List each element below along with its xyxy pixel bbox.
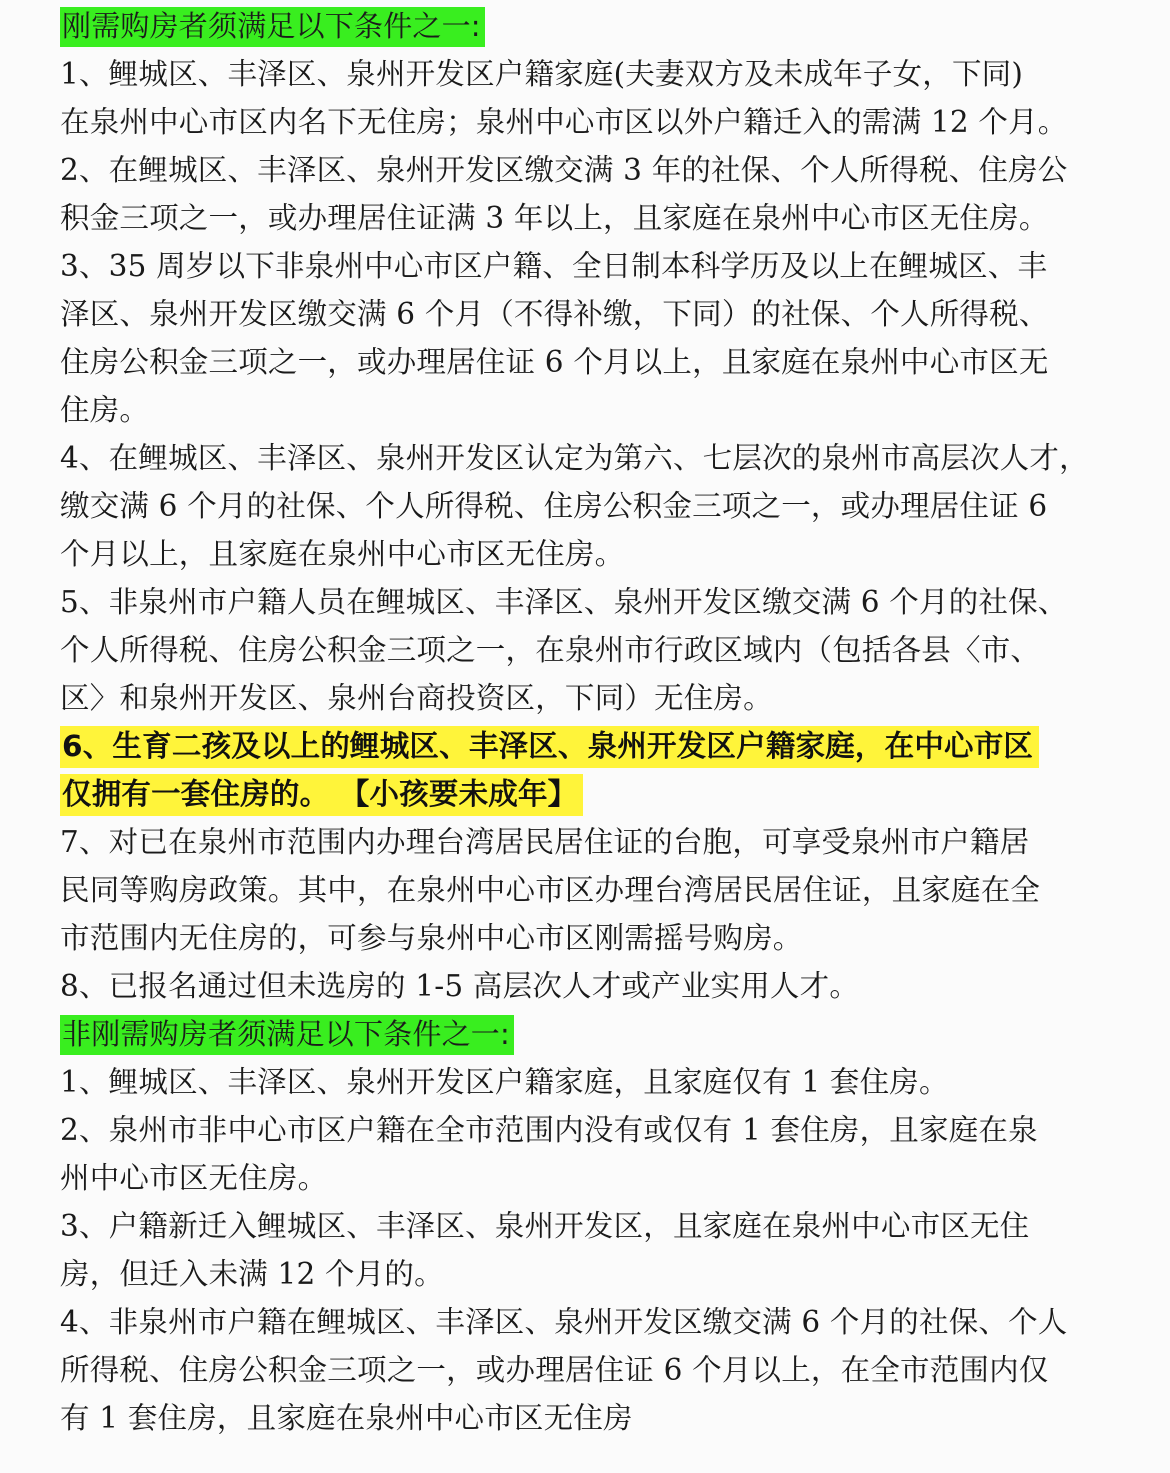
section1-line: 3、35 周岁以下非泉州中心市区户籍、全日制本科学历及以上在鲤城区、丰 — [60, 249, 1048, 283]
section1-tail-line: 民同等购房政策。其中，在泉州中心市区办理台湾居民居住证，且家庭在全 — [60, 873, 1041, 907]
section1-line: 积金三项之一，或办理居住证满 3 年以上，且家庭在泉州中心市区无住房。 — [60, 201, 1049, 235]
section1-line: 个人所得税、住房公积金三项之一，在泉州市行政区域内（包括各县〈市、 — [60, 633, 1041, 667]
section2-line: 4、非泉州市户籍在鲤城区、丰泽区、泉州开发区缴交满 6 个月的社保、个人 — [60, 1305, 1068, 1339]
highlighted-rule-text: 仅拥有一套住房的。 【小孩要未成年】 — [60, 774, 583, 816]
section1-line: 在泉州中心市区内名下无住房；泉州中心市区以外户籍迁入的需满 12 个月。 — [60, 105, 1068, 139]
section2-line: 2、泉州市非中心市区户籍在全市范围内没有或仅有 1 套住房，且家庭在泉 — [60, 1113, 1038, 1147]
section1-tail-line: 8、已报名通过但未选房的 1-5 高层次人才或产业实用人才。 — [60, 969, 860, 1003]
section1-line: 5、非泉州市户籍人员在鲤城区、丰泽区、泉州开发区缴交满 6 个月的社保、 — [60, 585, 1068, 619]
section1-line: 缴交满 6 个月的社保、个人所得税、住房公积金三项之一，或办理居住证 6 — [60, 489, 1048, 523]
highlighted-rule-line — [60, 770, 1150, 818]
section1-line: 区〉和泉州开发区、泉州台商投资区，下同）无住房。 — [60, 681, 773, 715]
section1-line: 泽区、泉州开发区缴交满 6 个月（不得补缴，下同）的社保、个人所得税、 — [60, 297, 1049, 331]
section2-heading — [60, 1010, 1150, 1058]
section1-line: 个月以上，且家庭在泉州中心市区无住房。 — [60, 537, 625, 571]
section1-tail-line: 市范围内无住房的，可参与泉州中心市区刚需摇号购房。 — [60, 921, 803, 955]
section2-heading-text: 非刚需购房者须满足以下条件之一: — [60, 1015, 514, 1055]
section2-line: 3、户籍新迁入鲤城区、丰泽区、泉州开发区，且家庭在泉州中心市区无住 — [60, 1209, 1030, 1243]
section1-heading — [60, 2, 1150, 50]
highlighted-rule-text: 6、生育二孩及以上的鲤城区、丰泽区、泉州开发区户籍家庭，在中心市区 — [60, 726, 1039, 768]
highlighted-rule-line — [60, 722, 1150, 770]
section1-heading-text: 刚需购房者须满足以下条件之一: — [60, 7, 485, 47]
section1-line: 住房。 — [60, 393, 150, 427]
section1-line: 4、在鲤城区、丰泽区、泉州开发区认定为第六、七层次的泉州市高层次人才， — [60, 441, 1089, 475]
section1-tail-line: 7、对已在泉州市范围内办理台湾居民居住证的台胞，可享受泉州市户籍居 — [60, 825, 1030, 859]
section2-line: 1、鲤城区、丰泽区、泉州开发区户籍家庭，且家庭仅有 1 套住房。 — [60, 1065, 949, 1099]
section1-line: 2、在鲤城区、丰泽区、泉州开发区缴交满 3 年的社保、个人所得税、住房公 — [60, 153, 1068, 187]
section1-line: 1、鲤城区、丰泽区、泉州开发区户籍家庭(夫妻双方及未成年子女，下同) — [60, 57, 1024, 91]
section1-line: 住房公积金三项之一，或办理居住证 6 个月以上，且家庭在泉州中心市区无 — [60, 345, 1049, 379]
section2-line: 房，但迁入未满 12 个月的。 — [60, 1257, 444, 1291]
section2-line: 州中心市区无住房。 — [60, 1161, 328, 1195]
section2-line: 所得税、住房公积金三项之一，或办理居住证 6 个月以上，在全市范围内仅 — [60, 1353, 1049, 1387]
section2-line: 有 1 套住房，且家庭在泉州中心市区无住房 — [60, 1401, 633, 1435]
